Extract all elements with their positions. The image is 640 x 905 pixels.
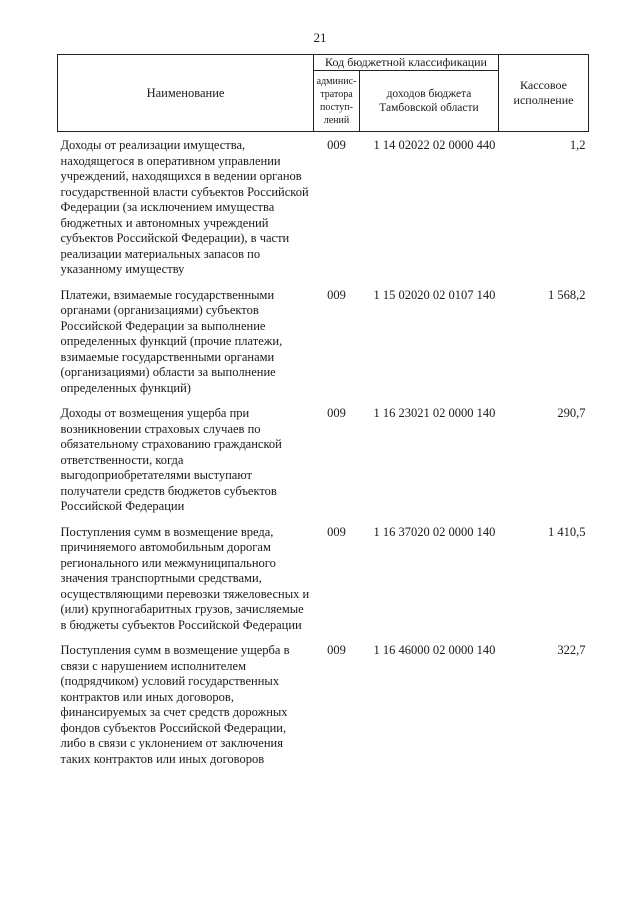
row-admin-code: 009 <box>327 138 346 152</box>
row-name: Доходы от возмещения ущерба при возникновении страховых случаев по обязательному страхованию гражданской ответственности, когда выгодоприобретателями выступают получатели средств бюджетов субъектов Российской Федерации <box>60 406 282 513</box>
table-row <box>58 400 589 519</box>
row-name: Платежи, взимаемые государственными органами (организациями) субъектов Российской Федерации за выполнение определенных функций (прочие платежи, взимаемые государственными органами (организациями) области за выполнение определенных функций) <box>60 287 283 395</box>
row-income-code: 1 16 37020 02 0000 140 <box>373 524 496 539</box>
row-income-code: 1 15 02020 02 0107 140 <box>373 287 496 302</box>
row-name: Поступления сумм в возмещение ущерба в связи с нарушением исполнителем (подрядчиком) условий государственных контрактов или иных договоров, финансируемых за счет средств дорожных фондов субъектов Российской Федерации, либо в связи с уклонением от заключения таких контрактов или иных договоров <box>60 643 290 766</box>
table-row <box>58 637 589 771</box>
table-row <box>58 519 589 638</box>
row-admin-code: 009 <box>327 643 346 657</box>
page-number: 21 <box>313 30 327 45</box>
table-row <box>58 132 589 282</box>
row-admin-code: 009 <box>327 524 346 539</box>
row-name: Доходы от реализации имущества, находящегося в оперативном управлении учреждений, находящихся в ведении органов государственной власти субъектов Российской Федерации (за исключением имущества бюджетных и автономных учреждений субъектов Российской Федерации), в части реализации материальных запасов по указанному имуществу <box>60 138 309 276</box>
row-amount: 1 410,5 <box>548 524 586 539</box>
header-admin-code: админис-тратора поступ-лений <box>314 71 360 132</box>
row-admin-code: 009 <box>327 287 346 302</box>
budget-revenue-table <box>57 54 589 771</box>
row-amount: 290,7 <box>557 406 586 420</box>
row-income-code: 1 16 46000 02 0000 140 <box>373 643 496 657</box>
row-amount: 1 568,2 <box>548 287 586 302</box>
row-admin-code: 009 <box>327 406 346 420</box>
row-income-code: 1 14 02022 02 0000 440 <box>373 138 496 152</box>
row-name: Поступления сумм в возмещение вреда, причиняемого автомобильным дорогам регионального или межмуниципального значения транспортными средствами, осуществляющими перевозки тяжеловесных и (или) крупногабаритных грузов, зачисляемые в бюджеты субъектов Российской Федерации <box>60 524 310 632</box>
row-amount: 322,7 <box>557 643 586 657</box>
header-code-group: Код бюджетной классификации <box>314 55 499 71</box>
row-amount: 1,2 <box>569 138 586 152</box>
header-amount: Кассовое исполнение <box>499 55 589 132</box>
header-name: Наименование <box>58 55 314 132</box>
header-income-code: доходов бюджета Тамбовской области <box>360 71 499 132</box>
table-row <box>58 282 589 401</box>
row-income-code: 1 16 23021 02 0000 140 <box>373 406 496 420</box>
table-header <box>58 55 589 132</box>
